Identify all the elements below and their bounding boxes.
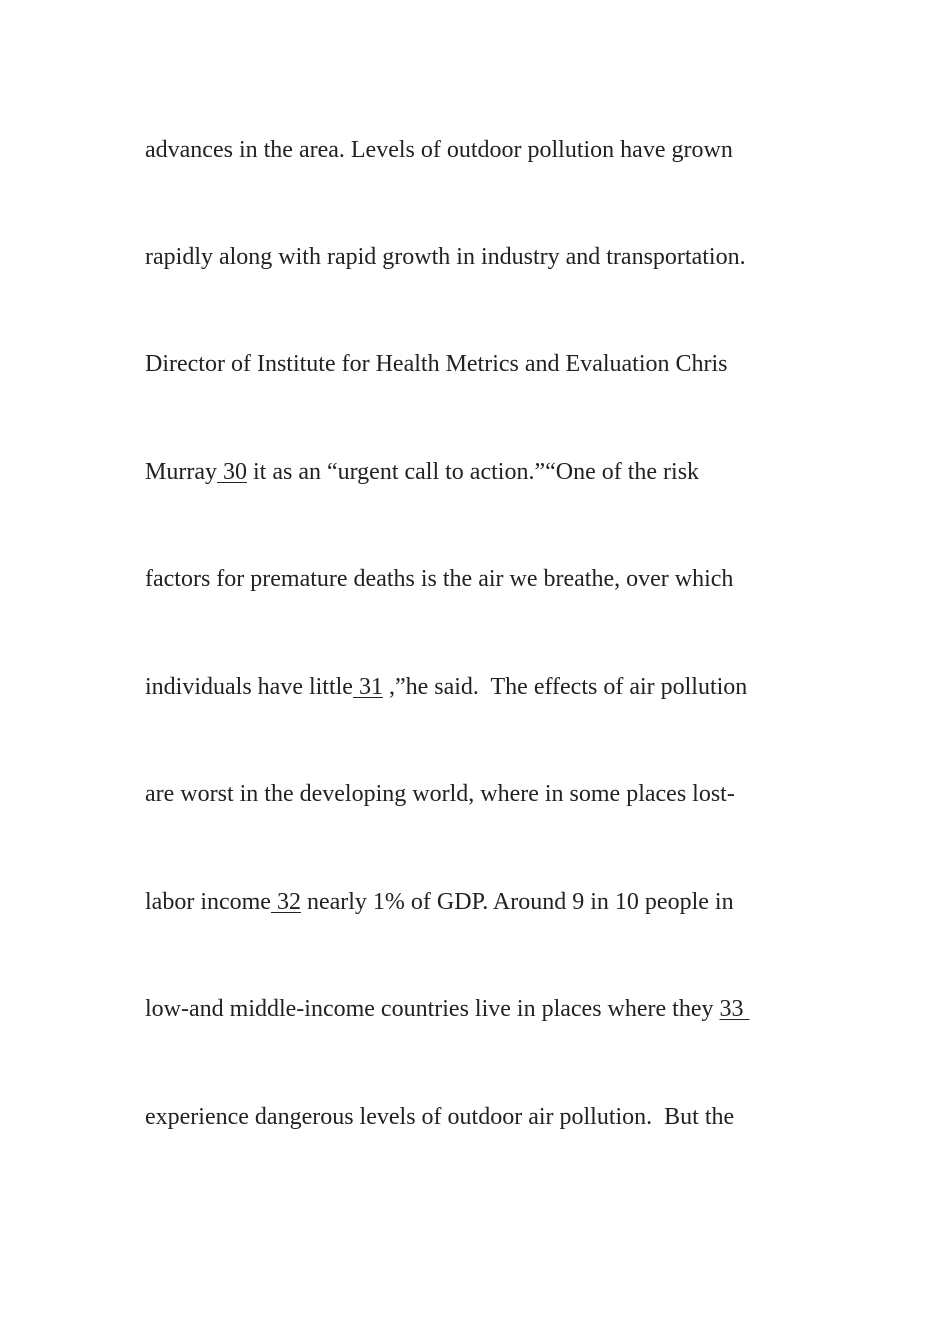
passage-line: Director of Institute for Health Metrics and Evaluation Chris [145, 351, 728, 377]
passage-line [145, 458, 699, 486]
blank-30[interactable]: 30 [216, 459, 247, 485]
passage-line: experience dangerous levels of outdoor air pollution. But the [145, 1104, 735, 1130]
passage-line: rapidly along with rapid growth in industry and transportation. [145, 244, 746, 270]
blank-32[interactable]: 32 [270, 889, 301, 915]
passage-line: are worst in the developing world, where in some places lost- [145, 781, 735, 807]
line-text: it as an “urgent call to action.”“One of the risk [246, 459, 700, 485]
line-text: Murray [145, 459, 217, 485]
line-text: low-and middle-income countries live in places where they [145, 996, 720, 1022]
passage-line [145, 995, 749, 1023]
line-text: individuals have little [145, 674, 353, 700]
passage-line [145, 888, 734, 916]
line-text: labor income [145, 889, 271, 915]
passage-line [145, 673, 747, 701]
blank-33[interactable]: 33 [719, 996, 750, 1022]
line-text: nearly 1% of GDP. Around 9 in 10 people in [300, 889, 734, 915]
passage-line: factors for premature deaths is the air we breathe, over which [145, 566, 734, 592]
line-text: ,”he said. The effects of air pollution [382, 674, 748, 700]
passage-line: advances in the area. Levels of outdoor pollution have grown [145, 137, 733, 163]
blank-31[interactable]: 31 [352, 674, 383, 700]
